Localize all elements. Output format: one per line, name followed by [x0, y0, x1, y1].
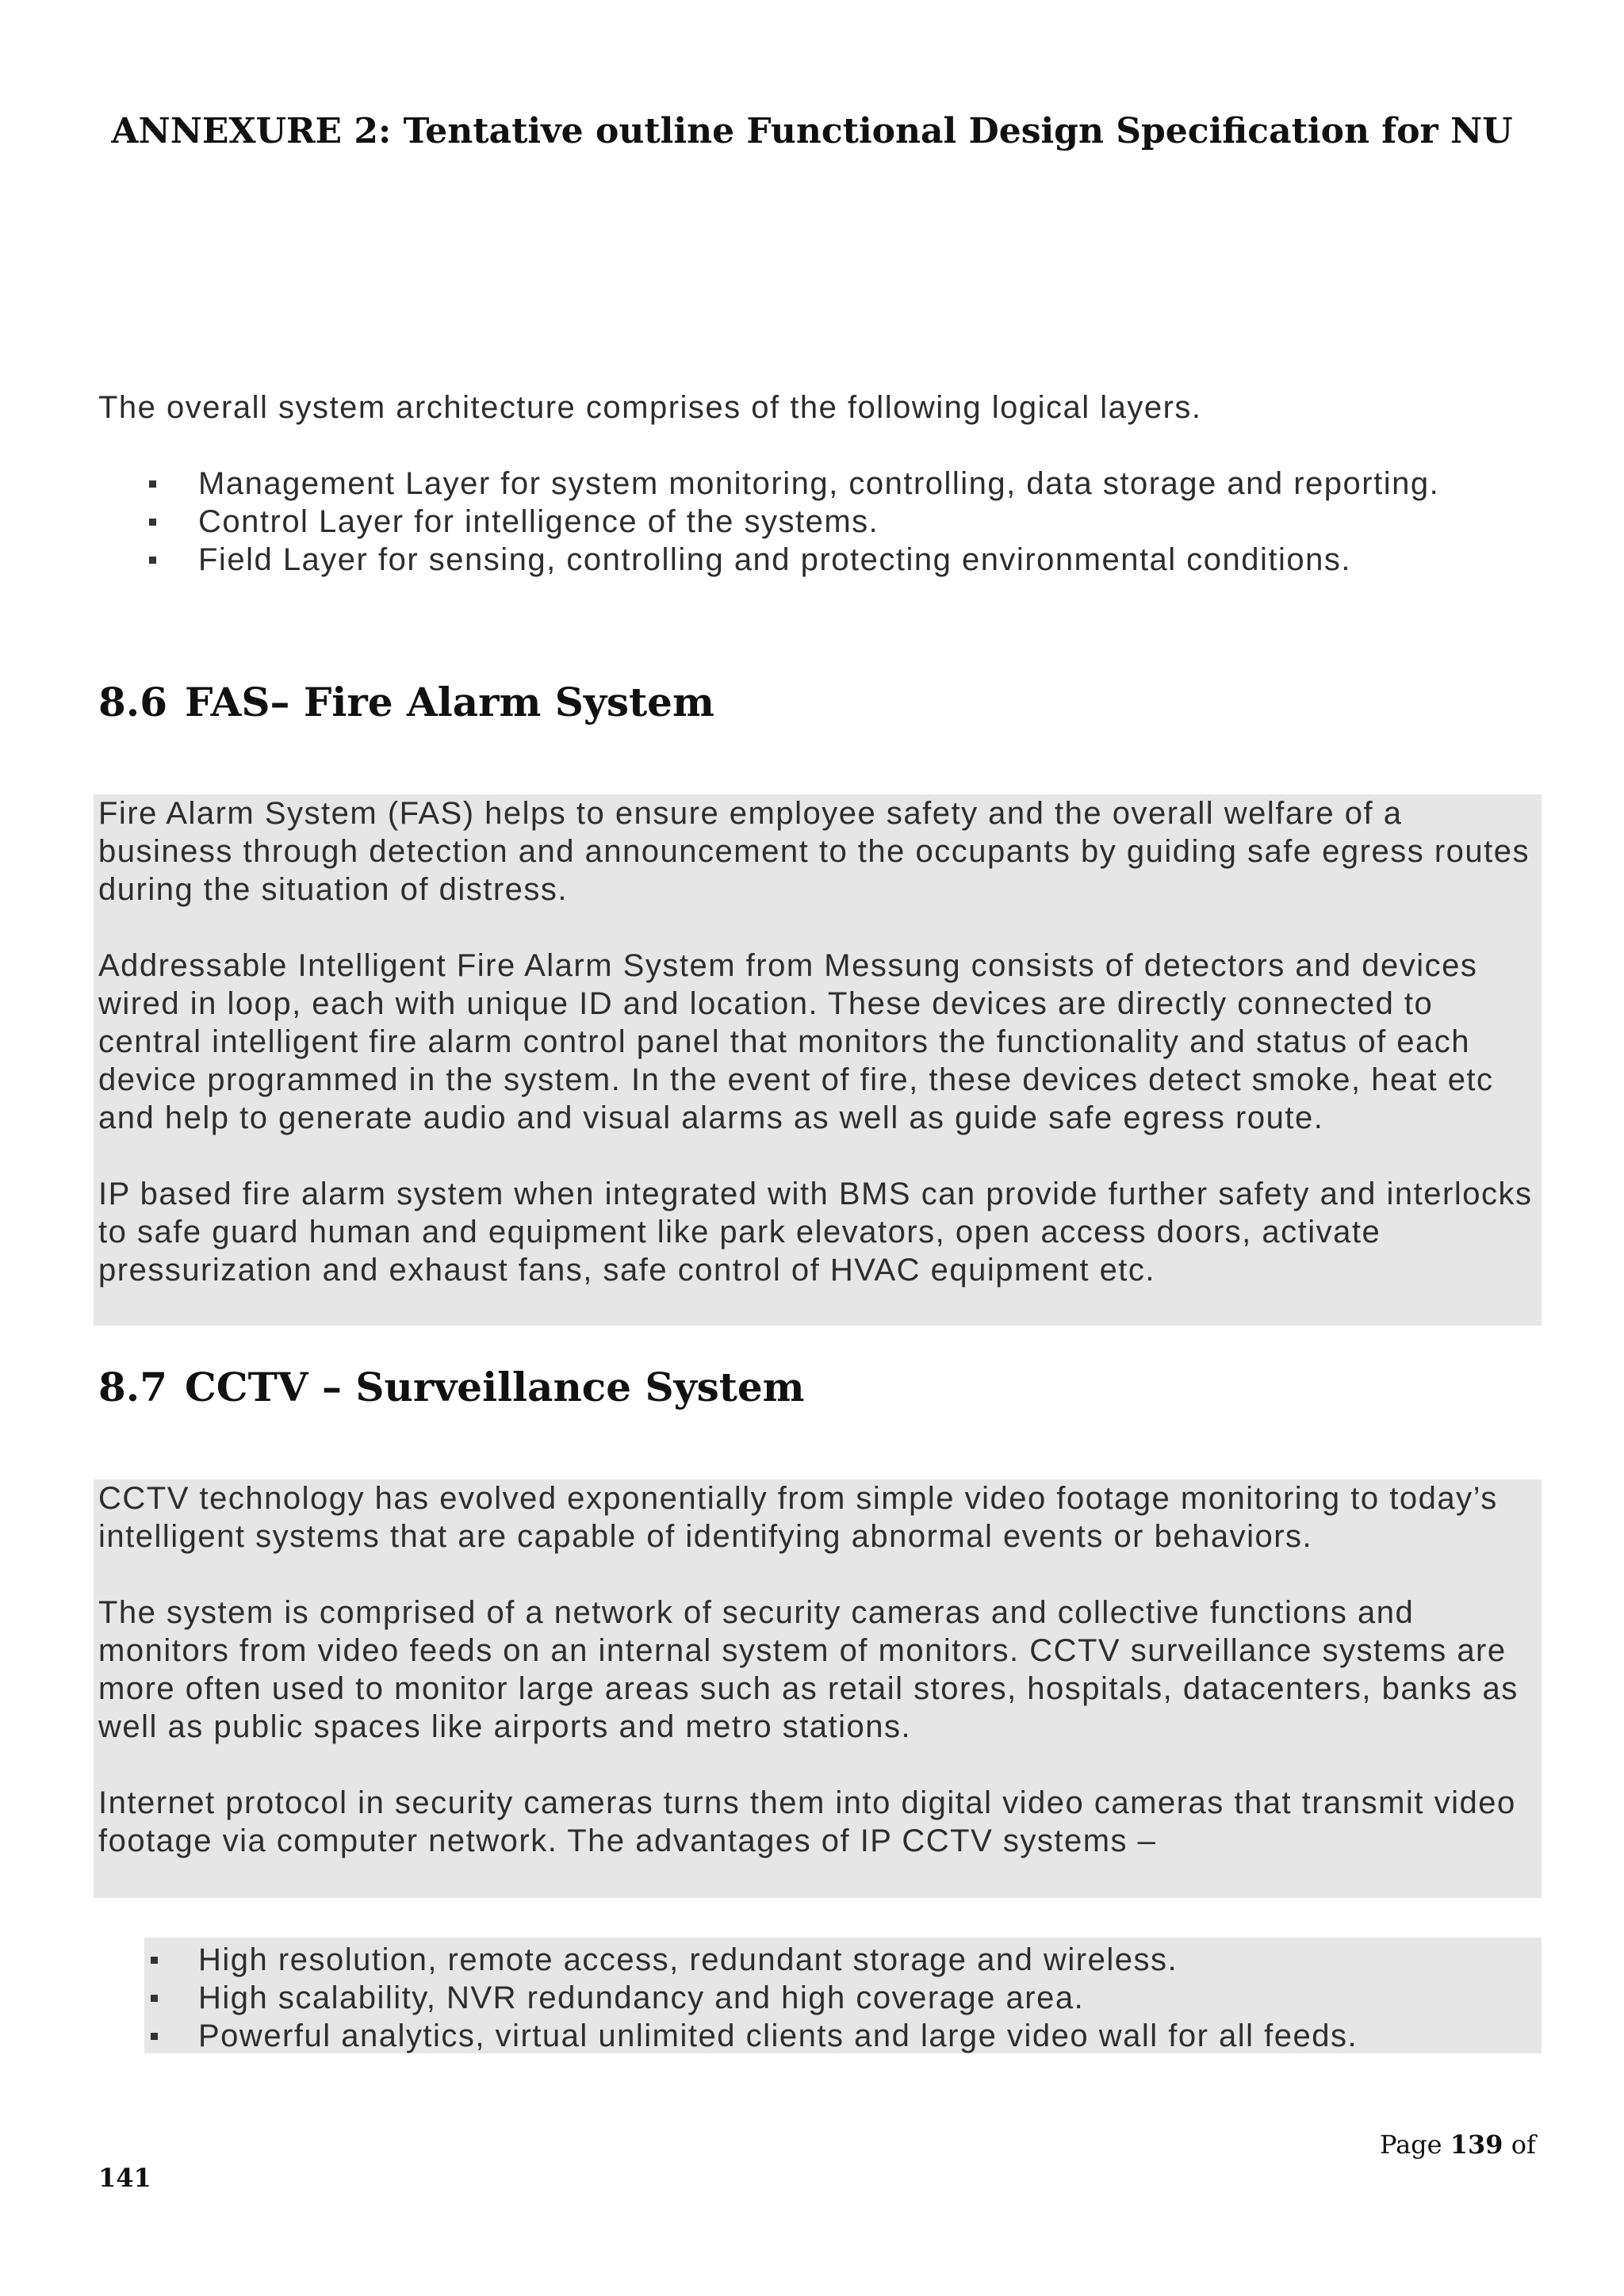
list-item-text: High scalability, NVR redundancy and high coverage area. [198, 1980, 1085, 2015]
list-item-text: Control Layer for intelligence of the systems. [198, 504, 879, 539]
section-title: CCTV – Surveillance System [185, 1364, 805, 1410]
list-item-text: Field Layer for sensing, controlling and protecting environmental conditions. [198, 542, 1352, 577]
list-item-text: High resolution, remote access, redundant storage and wireless. [198, 1942, 1178, 1977]
square-bullet-icon [151, 2033, 158, 2040]
cctv-advantages-block [144, 1938, 1542, 2053]
paragraph: CCTV technology has evolved exponentially from simple video footage monitoring to today’s intelligent systems that are capable of identifying abnormal events or behaviors. [98, 1481, 1498, 1554]
paragraph: IP based fire alarm system when integrated with BMS can provide further safety and interlocks to safe guard human and equipment like park elevators, open access doors, activate pressurization and exhaust fans, safe control of HVAC equipment etc. [98, 1177, 1533, 1288]
list-item-text: Management Layer for system monitoring, controlling, data storage and reporting. [198, 466, 1440, 501]
square-bullet-icon [149, 519, 156, 526]
paragraph: Internet protocol in security cameras turns them into digital video cameras that transmit video footage via computer network. The advantages of IP CCTV systems – [98, 1785, 1516, 1858]
list-item-text: Powerful analytics, virtual unlimited clients and large video wall for all feeds. [198, 2019, 1358, 2053]
fas-description-block [94, 794, 1542, 1326]
square-bullet-icon [149, 557, 156, 564]
intro-paragraph: The overall system architecture comprises of the following logical layers. [98, 390, 1202, 425]
list-item [98, 465, 1526, 503]
square-bullet-icon [151, 1957, 158, 1964]
list-item [144, 1979, 1542, 2017]
list-item [98, 503, 1526, 541]
page-suffix: of [1503, 2130, 1536, 2160]
page-number [1380, 2130, 1536, 2160]
paragraph: Addressable Intelligent Fire Alarm System from Messung consists of detectors and devices wired in loop, each with unique ID and location. These devices are directly connected to central intelligent fire alarm control panel that monitors the functionality and status of each device programmed in the system. In the event of fire, these devices detect smoke, heat etc and help to generate audio and visual alarms as well as guide safe egress route. [98, 948, 1494, 1135]
list-item [144, 1941, 1542, 1979]
cctv-description-block [94, 1479, 1542, 1898]
list-item [98, 541, 1526, 579]
paragraph: Fire Alarm System (FAS) helps to ensure employee safety and the overall welfare of a business through detection and announcement to the occupants by guiding safe egress routes during the situation of distress. [98, 796, 1530, 907]
layer-list [98, 465, 1526, 579]
annexure-title: ANNEXURE 2: Tentative outline Functional Design Specification for NU [111, 111, 1513, 151]
section-heading-cctv [98, 1364, 805, 1410]
section-number: 8.7 [98, 1364, 167, 1410]
paragraph: The system is comprised of a network of security cameras and collective functions and monitors from video feeds on an internal system of monitors. CCTV surveillance systems are more often used to monitor large areas such as retail stores, hospitals, datacenters, banks as well as public spaces like airports and metro stations. [98, 1595, 1519, 1744]
advantages-list [144, 1941, 1542, 2055]
list-item [144, 2017, 1542, 2055]
page-total: 141 [98, 2163, 151, 2193]
square-bullet-icon [149, 480, 156, 488]
page-current: 139 [1450, 2130, 1503, 2160]
section-number: 8.6 [98, 679, 167, 725]
page-prefix: Page [1380, 2130, 1450, 2160]
square-bullet-icon [151, 1995, 158, 2002]
section-title: FAS– Fire Alarm System [185, 679, 714, 725]
section-heading-fas [98, 679, 714, 725]
